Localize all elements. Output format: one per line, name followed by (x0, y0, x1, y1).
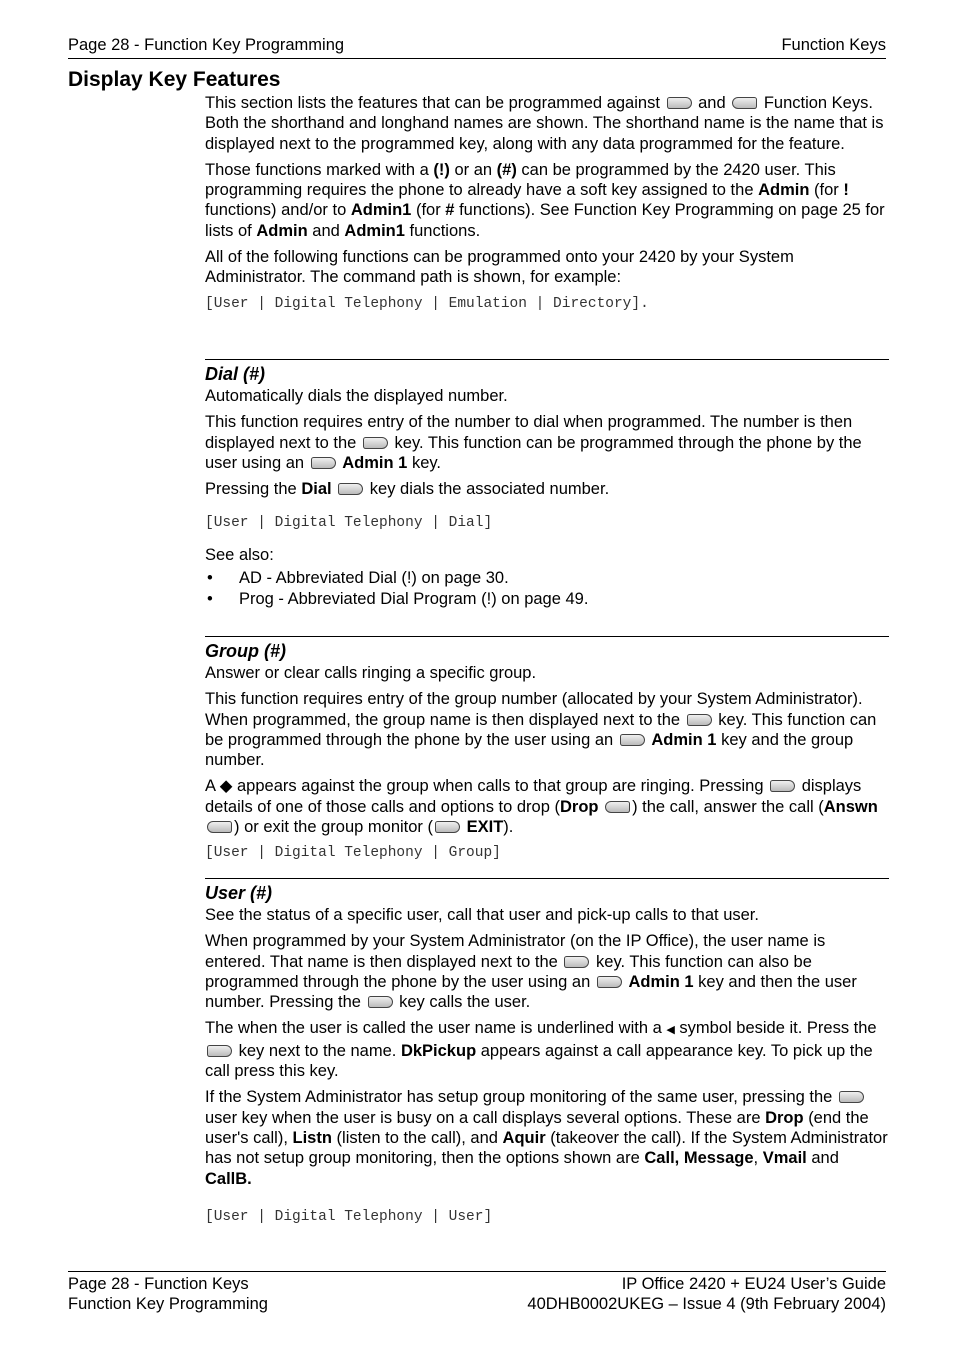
left-triangle-icon: ◀ (666, 1024, 675, 1037)
function-key-icon (770, 780, 795, 792)
group-paragraph-1: Answer or clear calls ringing a specific group. (205, 664, 537, 682)
dial-section (205, 359, 889, 610)
right-function-key-icon (732, 97, 757, 109)
group-paragraph-3: A ◆ appears against the group when calls to that group are ringing. Pressing displays details of one of those calls and options to drop (Drop ) the call, answer the call (Answn ) or exit the group monitor ( EXIT). (205, 777, 878, 837)
function-key-icon (311, 457, 336, 469)
dial-see-also-list (205, 568, 889, 610)
user-section (205, 878, 889, 1227)
header-left: Page 28 - Function Key Programming (68, 36, 345, 54)
intro-paragraph-1: This section lists the features that can be programmed against and Function Keys. Both the shorthand and longhand names are shown. The shorthand name is the name that is displayed next to the programmed key, along with any data programmed for the feature. (205, 94, 884, 153)
right-function-key-icon (605, 801, 630, 813)
list-item[interactable]: • AD - Abbreviated Dial (!) on page 30. (205, 568, 889, 589)
dial-command-path: [User | Digital Telephony | Dial] (205, 515, 493, 532)
function-key-icon (368, 996, 393, 1008)
user-paragraph-1: See the status of a specific user, call that user and pick-up calls to that user. (205, 906, 759, 924)
user-paragraph-4: If the System Administrator has setup group monitoring of the same user, pressing the user key when the user is busy on a call displays several options. These are Drop (end the user's call), Listn (listen to the call), and Aquir (takeover the call). If the System Administrator has not setup group monitoring, then the options shown are Call, Message, Vmail and CallB. (205, 1088, 888, 1188)
user-paragraph-3: The when the user is called the user name is underlined with a ◀ symbol beside it. Press the key next to the name. DkPickup appears against a call appearance key. To pick up the call press this key. (205, 1019, 877, 1081)
page-header (68, 36, 886, 59)
function-key-icon (597, 976, 622, 988)
footer-left: Page 28 - Function Keys Function Key Programming (68, 1275, 268, 1313)
function-key-icon (207, 1045, 232, 1057)
dial-see-also: See also: (205, 546, 274, 565)
function-key-icon (839, 1091, 864, 1103)
group-heading: Group (#) (205, 641, 286, 661)
user-paragraph-2: When programmed by your System Administrator (on the IP Office), the user name is entered. That name is then displayed next to the key. This function can also be programmed through the phone by the user using an Admin 1 key and then the user number. Pressing the key calls the user. (205, 932, 857, 1012)
page-footer (68, 1271, 886, 1313)
group-section (205, 636, 889, 863)
header-right: Function Keys (781, 36, 886, 54)
intro-section (205, 93, 889, 314)
intro-paragraph-3: All of the following functions can be programmed onto your 2420 by your System Administrator. The command path is shown, for example: (205, 248, 794, 287)
dial-paragraph-1: Automatically dials the displayed number. (205, 387, 508, 405)
function-key-icon (620, 734, 645, 746)
dial-paragraph-3: Pressing the Dial key dials the associated number. (205, 480, 610, 499)
intro-command-path: [User | Digital Telephony | Emulation | Directory]. (205, 295, 649, 312)
page-title: Display Key Features (68, 68, 281, 91)
user-command-path: [User | Digital Telephony | User] (205, 1208, 493, 1225)
group-paragraph-2: This function requires entry of the group number (allocated by your System Administrator). When programmed, the group name is then displayed next to the key. This function can be programmed through the phone by the user using an Admin 1 key and the group number. (205, 690, 877, 770)
diamond-icon: ◆ (219, 777, 233, 796)
function-key-icon (564, 956, 589, 968)
function-key-icon (435, 821, 460, 833)
group-command-path: [User | Digital Telephony | Group] (205, 845, 501, 862)
user-heading: User (#) (205, 883, 273, 903)
list-item[interactable]: • Prog - Abbreviated Dial Program (!) on page 49. (205, 589, 889, 610)
dial-heading: Dial (#) (205, 364, 266, 384)
left-function-key-icon (667, 97, 692, 109)
function-key-icon (363, 437, 388, 449)
function-key-icon (687, 714, 712, 726)
footer-right: IP Office 2420 + EU24 User’s Guide 40DHB0002UKEG – Issue 4 (9th February 2004) (527, 1275, 886, 1313)
right-function-key-icon (207, 821, 232, 833)
dial-paragraph-2: This function requires entry of the number to dial when programmed. The number is then displayed next to the key. This function can be programmed through the phone by the user using an Admin 1 key. (205, 413, 862, 472)
intro-paragraph-2: Those functions marked with a (!) or an (#) can be programmed by the 2420 user. This programming requires the phone to already have a soft key assigned to the Admin (for ! functions) and/or to Admin1 (for # functions). See Function Key Programming on page 25 for lists of Admin and Admin1 functions. (205, 160, 885, 240)
function-key-icon (338, 483, 363, 495)
